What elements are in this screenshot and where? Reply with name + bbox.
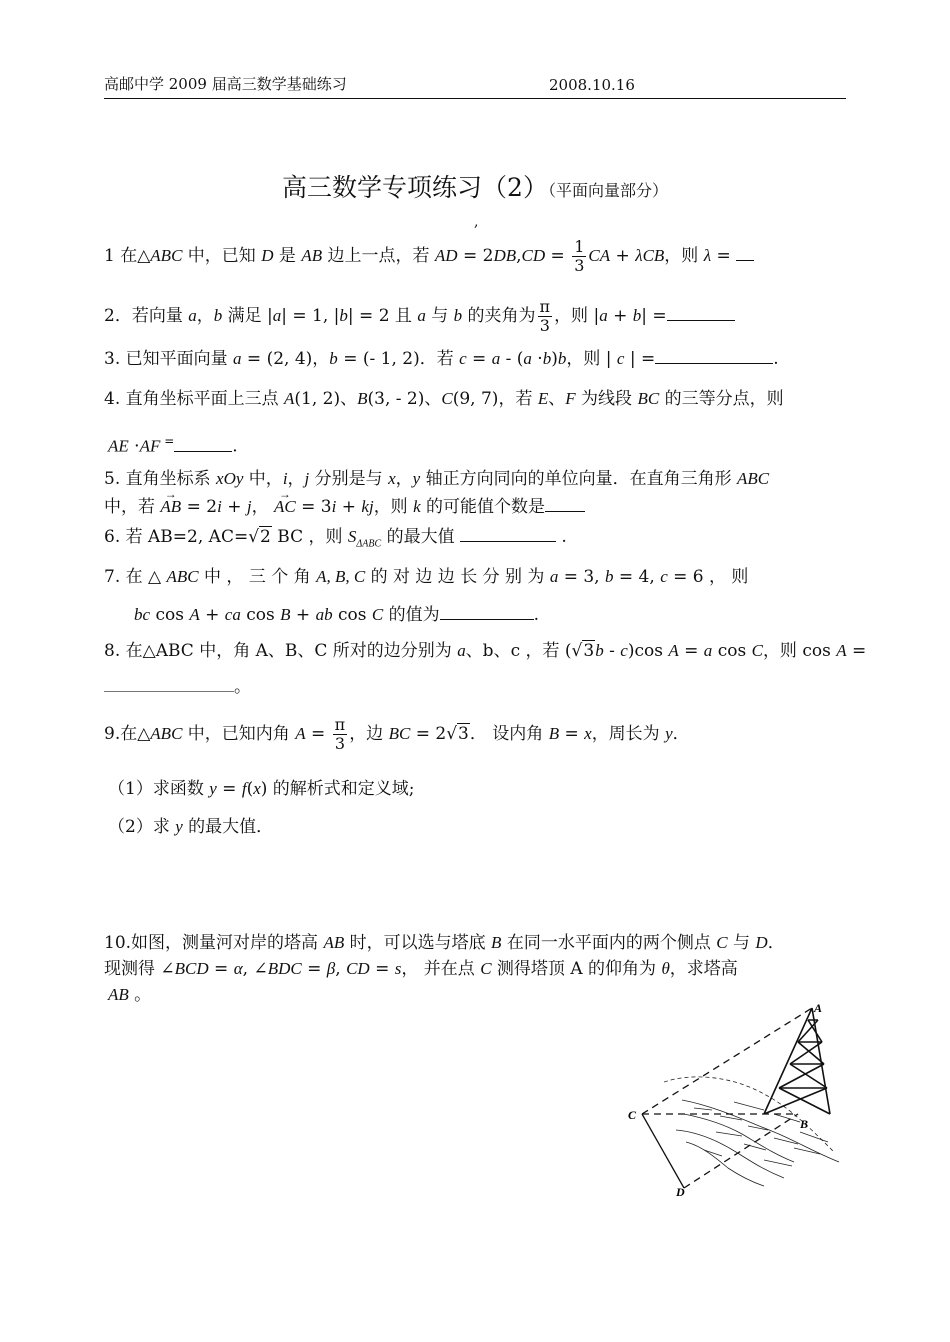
math: a [491,349,501,368]
text: = (2, 4)， [241,349,330,369]
math: b [339,306,348,325]
sqrt: √2 [248,527,271,547]
math: CD [346,959,370,978]
text: 为线段 [575,389,638,409]
text: | = 2 且 [347,306,418,326]
vector-ac: → AC [274,494,296,520]
text: = 2 [181,497,218,517]
numerator: π [334,715,346,734]
text: 与 [727,933,756,953]
vector-ab: → AB [160,494,181,520]
question-4-line2 [108,428,853,460]
text: = 6 ， 则 [667,567,749,587]
math: ABC [166,567,199,586]
text: + [290,605,316,625]
answer-blank[interactable] [460,525,556,542]
math: AF [139,436,161,456]
text: ，边 [349,724,389,744]
text: . [232,436,238,457]
text: ． [672,724,690,744]
text: = [466,349,492,369]
math: λCB [635,246,665,265]
math: c [459,349,467,368]
text: ， [287,469,305,489]
text: ， 并在点 [401,959,481,979]
question-7-line2 [134,602,879,628]
text: = 3, [558,567,605,587]
answer-blank[interactable] [104,675,234,692]
text: cos [712,641,752,661]
fraction [538,298,553,335]
header-school: 高邮中学 2009 届高三数学基础练习 [104,75,347,93]
text: = 3 [295,497,332,517]
text: ． 设内角 [469,724,549,744]
text: . [533,605,540,625]
text: ， [395,469,413,489]
text: ，则 | [566,349,617,369]
math: a [417,306,426,325]
question-5-line2 [104,494,849,520]
math: bc [134,605,151,624]
math: a [233,349,242,368]
numerator: π [539,297,551,316]
math: A, B, C [316,567,366,586]
answer-blank[interactable] [545,495,585,512]
sqrt: √3 [446,724,469,744]
text: 的可能值个数是 [420,497,546,517]
text: = 4, [613,567,661,587]
math: c [620,641,628,660]
math: a [523,349,532,368]
math: i [331,497,337,516]
text: 的值为 [383,605,440,625]
math: B [280,605,291,624]
math: b [557,349,567,368]
text: 的三等分点，则 [659,389,784,409]
text: + [221,497,247,517]
header-date: 2008.10.16 [549,76,635,94]
math-subscript: ΔABC [356,538,382,550]
text: ，则 | [554,306,600,326]
text: 轴正方向同向的单位向量．在直角三角形 [420,469,737,489]
text: 、b、c ，若 ( [465,641,572,661]
question-4 [104,386,849,412]
text: = [369,959,395,979]
text: ) 的解析式和定义域; [260,779,415,799]
text: 中，已知内角 [182,724,296,744]
text: = [846,641,867,661]
math: x [253,779,261,798]
text: 2．若向量 [104,306,189,326]
numerator: 1 [574,237,585,256]
text: 5. 直角坐标系 [104,469,217,489]
text: - [603,641,621,661]
math: A [295,724,306,743]
math: BDC [267,959,302,978]
text: (9, 7)，若 [452,389,538,409]
fraction [572,238,586,275]
math: a [272,306,282,325]
title-sub: （平面向量部分） [547,181,668,200]
fraction [333,716,348,753]
answer-blank[interactable] [655,347,773,364]
math: C [716,933,728,952]
text: = [216,779,242,799]
math: j [246,497,252,516]
text: + [199,605,225,625]
math: B [357,389,368,408]
math: ABC [150,246,183,265]
text: 7. 在 △ [104,567,167,587]
text: ( [246,779,254,799]
math: C [371,605,384,624]
question-5 [104,466,849,492]
answer-blank[interactable] [440,603,534,620]
text: 中 ， 三 个 角 [198,567,317,587]
math: AB [323,933,345,952]
text: 现测得 ∠ [104,959,175,979]
math: b [329,349,338,368]
denominator: 3 [334,734,346,753]
math: b [542,349,552,368]
question-2 [104,298,849,335]
math: s [394,959,402,978]
text: 的 对 边 边 长 分 别 为 [365,567,550,587]
text: (1, 2)、 [294,389,358,409]
math: a [549,567,559,586]
math: DB [493,246,517,265]
title-main: 高三数学专项练习（2） [282,173,548,202]
label-a: A [814,1002,823,1015]
math: C [751,641,763,660]
text: cos [338,605,367,625]
tower [764,1008,830,1114]
math: D [755,933,768,952]
answer-blank[interactable] [736,244,754,261]
text: , [335,959,347,979]
text: . [773,349,779,369]
math: AB [301,246,323,265]
math: i [217,497,222,516]
label-d: D [676,1185,685,1198]
text: 。 [128,985,152,1005]
text: 中，若 [104,497,161,517]
text: = [678,641,704,661]
label-c: C [628,1108,637,1122]
text: | = [624,349,656,369]
math: ABC [737,469,770,488]
math: xOy [216,469,244,488]
math: c [660,567,668,586]
math: k [413,497,421,516]
math: j [304,469,310,488]
math: D [261,246,274,265]
math: B [491,933,502,952]
text: (3, - 2)、 [367,389,442,409]
text: )cos [627,641,669,661]
text: = [545,246,571,266]
question-10-line2 [104,956,849,982]
math: a [457,641,466,660]
text: = [559,724,585,744]
math: y [209,779,217,798]
math: E [537,389,549,408]
math: C [441,389,453,408]
question-3 [104,346,849,372]
text: 分别是与 [309,469,389,489]
math: a [188,306,197,325]
text: 时，可以选与塔底 [344,933,492,953]
text: 8. 在△ABC 中，角 A、B、C 所对的边分别为 [104,641,458,661]
radicand: 3 [458,724,469,744]
math: F [565,389,576,408]
sqrt: √3 [571,641,595,661]
text: 中，已知 [182,246,262,266]
radicand: 3 [583,641,595,661]
tower-figure [624,1002,850,1198]
text: · [128,436,140,457]
text: = [301,959,327,979]
text: · [531,349,543,369]
question-8 [104,638,867,664]
text: ，则 cos [762,641,837,661]
text: cos [246,605,275,625]
math: k [361,497,369,516]
math: α [233,959,243,978]
math: AD [434,246,458,265]
math: x [388,469,396,488]
math: A [836,641,847,660]
text: = [711,246,737,266]
text: + [607,306,633,326]
text: ) [551,349,558,369]
math: i [282,469,288,488]
text: 9.在△ [104,724,151,744]
math: a [599,306,608,325]
text: + [336,497,362,517]
radicand: 2 [260,527,271,547]
text: = [160,434,175,448]
math: B [548,724,560,743]
math: f [241,779,247,798]
math: y [665,724,673,743]
text: ． [767,933,785,953]
text: 是 [273,246,302,266]
text: = (- 1, 2)．若 [337,349,460,369]
text: ，周长为 [591,724,666,744]
text: = [305,724,331,744]
text: = 2 [457,246,494,266]
math: a [703,641,713,660]
text: + [610,246,636,266]
text: | = 1, | [281,306,340,326]
text: ， [251,497,274,517]
math: AB [108,985,129,1004]
text: 、 [548,389,566,409]
text: ， [196,306,214,326]
math: b [595,641,604,660]
text: 。 [234,677,251,697]
math: j [368,497,374,516]
math: S [347,527,357,546]
math: b [213,306,223,325]
question-6 [104,524,849,557]
question-1 [104,238,849,275]
text: , ∠ [242,959,268,979]
text: 边上一点，若 [322,246,435,266]
math: ab [315,605,333,624]
text: = 2 [410,724,447,744]
math: AE [108,436,129,456]
question-9-part-1 [108,774,415,799]
sight-lines [642,1008,812,1188]
question-7 [104,564,849,590]
question-9-part-2 [108,812,273,837]
math: C [480,959,492,978]
text: 满足 | [222,306,273,326]
math: y [175,817,183,836]
text: 中， [243,469,283,489]
text: 4. 直角坐标平面上三点 [104,389,285,409]
text: ，求塔高 [669,959,738,979]
math: BC [637,389,660,408]
text: 的夹角为 [462,306,536,326]
math: ca [224,605,241,624]
page-header [104,76,846,99]
text: 3. 已知平面向量 [104,349,234,369]
denominator: 3 [539,316,550,335]
question-10 [104,930,849,956]
question-8-line2 [104,674,849,700]
page-title [0,168,950,204]
stray-mark: , [474,214,479,230]
text: , [516,246,522,266]
text: - ( [500,349,524,369]
label-b: B [800,1117,809,1131]
text: . [555,527,567,547]
math: y [412,469,421,488]
text: 测得塔顶 A 的仰角为 [491,959,662,979]
text: BC ，则 [271,527,348,547]
math: b [605,567,614,586]
math: CD [521,246,546,265]
text: = [208,959,234,979]
text: 在同一水平面内的两个侧点 [501,933,717,953]
text: 6. 若 AB=2, AC= [104,527,249,547]
text: ，则 [664,246,704,266]
answer-blank[interactable] [174,435,232,452]
math: ABC [150,724,183,743]
text: | = [641,306,667,326]
text: 与 [425,306,454,326]
math: β [326,959,336,978]
text: cos [155,605,184,625]
math: A [284,389,295,408]
text: （2）求 [108,817,176,837]
text: 的最大值． [182,817,274,837]
text: 的最大值 [381,527,460,547]
math: x [584,724,592,743]
math: CA [588,246,611,265]
math: θ [661,959,670,978]
math: λ [703,246,712,265]
math: c [616,349,625,368]
math: b [453,306,463,325]
answer-blank[interactable] [667,304,735,321]
text: 1 在△ [104,246,151,266]
math: b [632,306,642,325]
math: BC [388,724,411,743]
math: A [189,605,200,624]
math: A [668,641,679,660]
text: ，则 [373,497,414,517]
denominator: 3 [574,256,585,275]
text: 10.如图，测量河对岸的塔高 [104,933,324,953]
text: （1）求函数 [108,779,210,799]
math: BCD [174,959,209,978]
question-9 [104,716,849,753]
